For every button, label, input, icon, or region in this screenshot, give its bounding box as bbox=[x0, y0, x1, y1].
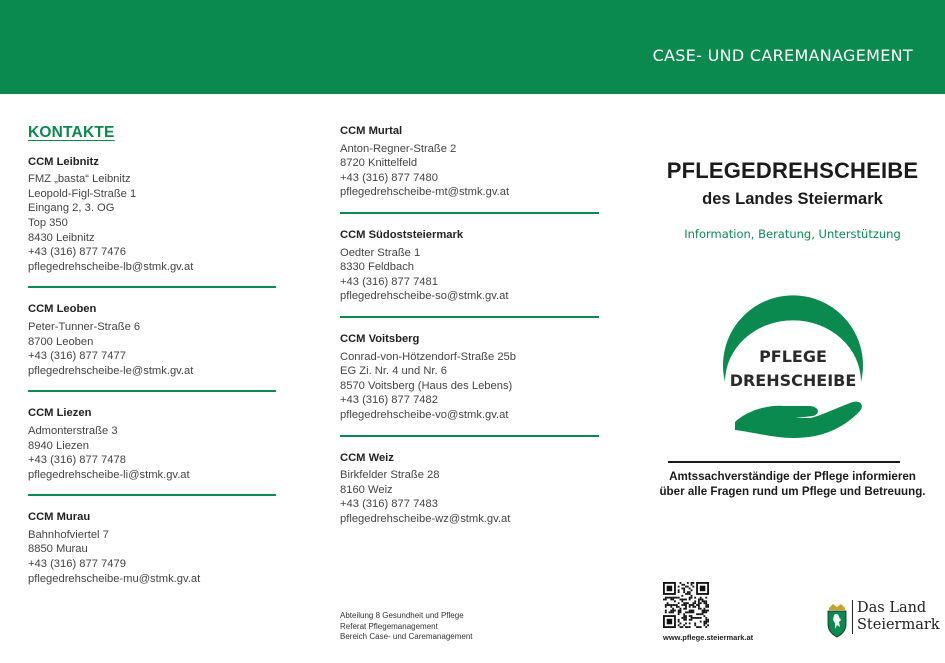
contact-line: Peter-Tunner-Straße 6 bbox=[28, 320, 141, 333]
contact-line: +43 (316) 877 7483 bbox=[340, 498, 438, 511]
contact-line: 8160 Weiz bbox=[340, 483, 393, 496]
contact-block bbox=[28, 406, 276, 496]
contact-line: Bahnhofviertel 7 bbox=[28, 528, 109, 541]
contact-line: Admonterstraße 3 bbox=[28, 424, 118, 437]
contact-line: Top 350 bbox=[28, 216, 68, 229]
contact-line: +43 (316) 877 7476 bbox=[28, 246, 126, 259]
contact-line: 8700 Leoben bbox=[28, 335, 94, 348]
contact-line: EG Zi. Nr. 4 und Nr. 6 bbox=[340, 365, 447, 378]
section-title: KONTAKTE bbox=[28, 124, 115, 141]
contact-line: Leopold-Figl-Straße 1 bbox=[28, 187, 137, 200]
contact-block bbox=[28, 510, 276, 598]
contact-name: CCM Murtal bbox=[340, 125, 403, 137]
contact-line: pflegedrehscheibe-mt@stmk.gv.at bbox=[340, 186, 510, 199]
footer-line: Referat Pflegemanagement bbox=[340, 621, 438, 631]
contact-line: Birkfelder Straße 28 bbox=[340, 469, 440, 482]
contacts-column-2 bbox=[340, 124, 599, 552]
contact-line: pflegedrehscheibe-mu@stmk.gv.at bbox=[28, 572, 201, 585]
contact-line: 8720 Knittelfeld bbox=[340, 157, 418, 170]
brand-tagline: Information, Beratung, Unterstützung bbox=[684, 227, 901, 241]
contact-line: +43 (316) 877 7479 bbox=[28, 558, 126, 571]
department-footer bbox=[340, 611, 473, 643]
contact-line: pflegedrehscheibe-so@stmk.gv.at bbox=[340, 290, 509, 303]
contact-line: FMZ „basta“ Leibnitz bbox=[28, 173, 131, 186]
contact-name: CCM Weiz bbox=[340, 451, 394, 464]
contact-line: +43 (316) 877 7481 bbox=[340, 275, 438, 288]
contact-line: pflegedrehscheibe-lb@stmk.gv.at bbox=[28, 260, 194, 273]
contact-block bbox=[340, 124, 599, 214]
contact-line: 8850 Murau bbox=[28, 543, 88, 556]
brand-panel bbox=[640, 0, 945, 663]
contact-line: 8570 Voitsberg (Haus des Lebens) bbox=[340, 379, 513, 392]
contact-block bbox=[340, 228, 599, 318]
contact-block bbox=[28, 302, 276, 392]
footer-line: Abteilung 8 Gesundheit und Pflege bbox=[340, 611, 464, 620]
description-line: Amtssachverständige der Pflege informieren bbox=[669, 470, 916, 483]
contact-line: +43 (316) 877 7482 bbox=[340, 394, 438, 407]
das-land-steiermark-logo bbox=[826, 600, 940, 642]
contact-line: 8430 Leibnitz bbox=[28, 231, 95, 244]
contact-line: pflegedrehscheibe-wz@stmk.gv.at bbox=[340, 512, 511, 525]
contact-name: CCM Voitsberg bbox=[340, 332, 420, 345]
logo-text-line2: DREHSCHEIBE bbox=[729, 371, 857, 390]
footer-line: Bereich Case- und Caremanagement bbox=[340, 632, 473, 641]
contact-name: CCM Leibnitz bbox=[28, 155, 99, 168]
logo-text-line1: PFLEGE bbox=[759, 347, 827, 366]
contact-name: CCM Liezen bbox=[28, 407, 92, 420]
contact-name: CCM Murau bbox=[28, 511, 91, 524]
contact-line: pflegedrehscheibe-vo@stmk.gv.at bbox=[340, 408, 509, 421]
land-line1: Das Land bbox=[857, 600, 927, 616]
contact-line: +43 (316) 877 7478 bbox=[28, 454, 126, 467]
contact-line: 8940 Liezen bbox=[28, 439, 89, 452]
land-line2: Steiermark bbox=[857, 617, 940, 633]
contact-line: Eingang 2, 3. OG bbox=[28, 202, 115, 215]
contact-line: Conrad-von-Hötzendorf-Straße 25b bbox=[340, 350, 516, 363]
contact-name: CCM Leoben bbox=[28, 303, 97, 316]
contact-line: 8330 Feldbach bbox=[340, 261, 415, 274]
contact-line: Oedter Straße 1 bbox=[340, 246, 421, 259]
contact-line: +43 (316) 877 7477 bbox=[28, 350, 126, 363]
qr-code-icon bbox=[663, 582, 709, 628]
pflegedrehscheibe-logo-icon bbox=[713, 290, 873, 450]
contact-block bbox=[340, 451, 599, 539]
contact-block bbox=[28, 155, 276, 289]
brand-title: PFLEGEDREHSCHEIBE bbox=[666, 158, 919, 183]
contact-line: Anton-Regner-Straße 2 bbox=[340, 142, 457, 155]
website-url: www.pflege.steiermark.at bbox=[663, 633, 754, 642]
divider bbox=[668, 461, 900, 463]
contact-line: pflegedrehscheibe-le@stmk.gv.at bbox=[28, 364, 194, 377]
brand-description bbox=[640, 469, 945, 499]
description-line: über alle Fragen rund um Pflege und Betreuung. bbox=[659, 485, 926, 498]
contact-line: pflegedrehscheibe-li@stmk.gv.at bbox=[28, 468, 190, 481]
steiermark-crest-icon bbox=[826, 604, 848, 638]
contact-block bbox=[340, 332, 599, 437]
contact-line: +43 (316) 877 7480 bbox=[340, 171, 438, 184]
brand-subtitle: des Landes Steiermark bbox=[702, 190, 883, 208]
contact-name: CCM Südoststeiermark bbox=[340, 228, 464, 241]
hand-icon bbox=[735, 402, 862, 438]
contacts-column-1 bbox=[28, 126, 276, 612]
das-land-text bbox=[852, 600, 940, 634]
header-title: CASE- UND CAREMANAGEMENT bbox=[652, 46, 913, 65]
